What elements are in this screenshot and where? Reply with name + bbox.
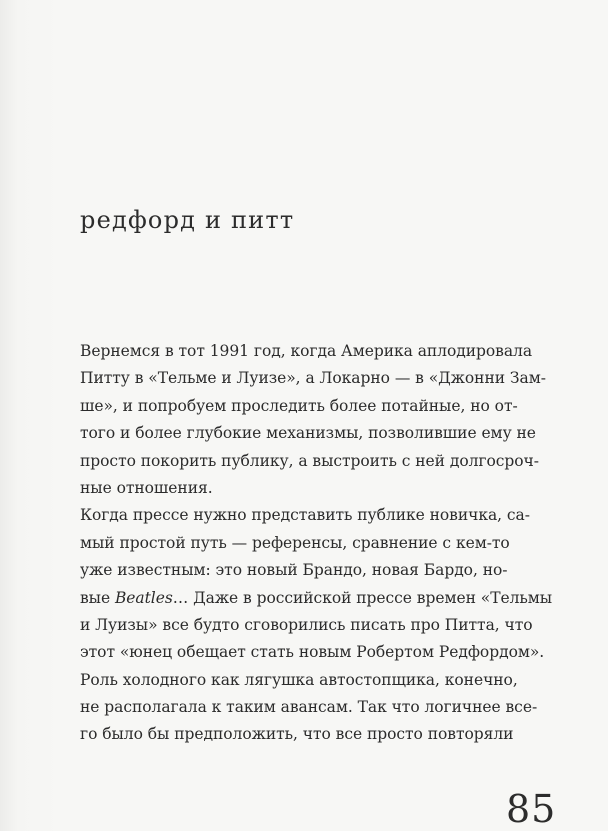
text-line bbox=[80, 694, 550, 721]
text-line bbox=[80, 585, 553, 612]
text-line bbox=[80, 420, 550, 447]
text-line-part: ные отношения. bbox=[80, 478, 213, 497]
text-line bbox=[80, 365, 550, 392]
text-line-part: того и более глубокие механизмы, позволившие ему не bbox=[80, 424, 536, 443]
text-line-part: Вернемся в тот 1991 год, когда Америка аплодировала bbox=[80, 342, 533, 360]
text-line bbox=[80, 502, 550, 529]
text-line-part: уже известным: это новый Брандо, новая Бардо, но- bbox=[80, 561, 508, 580]
text-line-part: этот «юнец обещает стать новым Робертом Редфордом». bbox=[80, 643, 545, 662]
text-line-part: просто покорить публику, а выстроить с ней долгосроч- bbox=[80, 451, 539, 470]
text-line-part: мый простой путь — референсы, сравнение с кем-то bbox=[80, 533, 510, 552]
text-line-italic: Beatles bbox=[114, 588, 173, 607]
text-line-part: и Луизы» все будто сговорились писать про Питта, что bbox=[80, 615, 533, 634]
text-line bbox=[80, 393, 550, 420]
chapter-title: редфорд и питт bbox=[80, 206, 295, 234]
text-line bbox=[80, 448, 550, 475]
text-line bbox=[80, 721, 550, 748]
text-line bbox=[80, 530, 550, 557]
text-line bbox=[80, 612, 550, 639]
text-line-part: не располагала к таким авансам. Так что логичнее все- bbox=[80, 698, 538, 717]
text-line bbox=[80, 557, 550, 584]
body-paragraphs bbox=[80, 338, 553, 749]
text-line bbox=[80, 667, 550, 694]
page-number: 85 bbox=[506, 787, 557, 831]
text-line bbox=[80, 338, 550, 365]
text-line bbox=[80, 475, 550, 502]
text-line bbox=[80, 639, 550, 666]
text-line-part: Питту в «Тельме и Луизе», а Локарно — в «Джонни Зам- bbox=[80, 369, 546, 388]
text-line-part: Роль холодного как лягушка автостопщика, конечно, bbox=[80, 670, 518, 689]
text-line-part: вые bbox=[80, 588, 115, 607]
text-line-part: го было бы предположить, что все просто повторяли bbox=[80, 725, 514, 744]
text-line-part: … Даже в российской прессе времен «Тельмы bbox=[172, 588, 553, 607]
text-line-part: Когда прессе нужно представить публике новичка, са- bbox=[80, 506, 530, 525]
text-line-part: ше», и попробуем проследить более потайные, но от- bbox=[80, 396, 518, 415]
